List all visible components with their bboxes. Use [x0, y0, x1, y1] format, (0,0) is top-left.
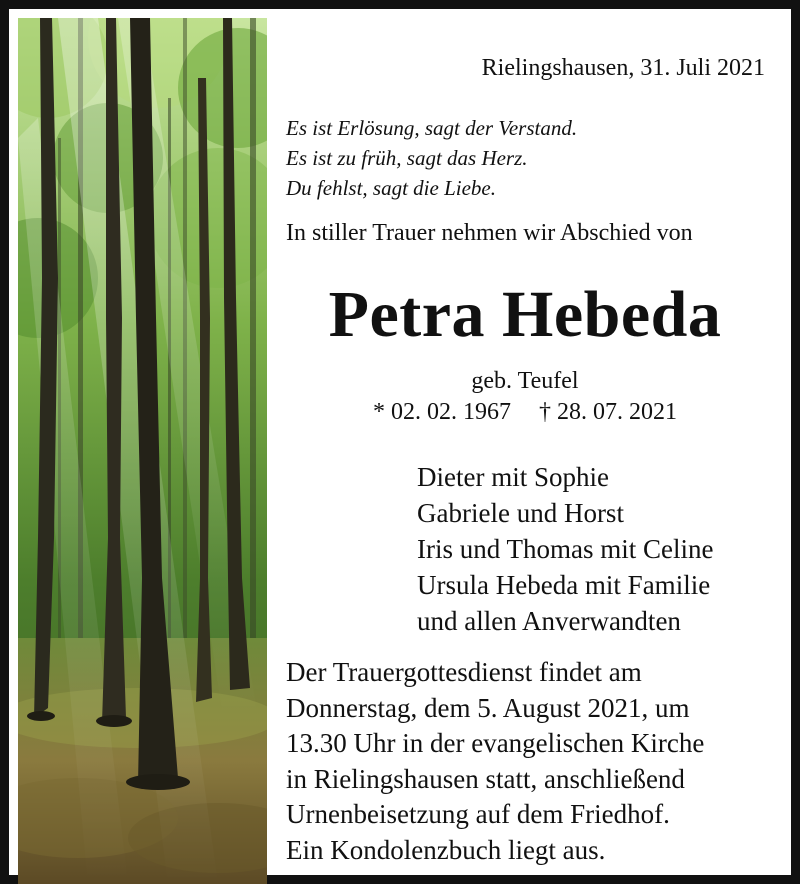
death-date: † 28. 07. 2021: [539, 399, 677, 425]
mourner-line: Iris und Thomas mit Celine: [417, 534, 714, 564]
life-dates: [285, 399, 765, 426]
mourner-line: und allen Anverwandten: [417, 606, 681, 636]
notice-text: [285, 9, 765, 893]
birth-date: * 02. 02. 1967: [373, 399, 511, 425]
service-line: in Rielingshausen statt, anschließend: [286, 763, 685, 794]
mourner-line: Ursula Hebeda mit Familie: [417, 570, 711, 600]
birth-name: geb. Teufel: [471, 368, 579, 394]
place-date: Rielingshausen, 31. Juli 2021: [481, 55, 765, 81]
service-line: 13.30 Uhr in der evangelischen Kirche: [286, 728, 705, 758]
service-line: Donnerstag, dem 5. August 2021, um: [286, 692, 690, 723]
mourner-line: Dieter mit Sophie: [417, 462, 609, 492]
intro-line: In stiller Trauer nehmen wir Abschied von: [286, 220, 693, 246]
quote-line: Es ist zu früh, sagt das Herz.: [286, 146, 528, 170]
mourner-line: Gabriele und Horst: [417, 498, 624, 528]
service-line: Der Trauergottesdienst findet am: [286, 657, 642, 687]
quote: [286, 113, 577, 203]
service-info: [286, 655, 704, 868]
mourners-list: [417, 459, 713, 639]
forest-image: [18, 18, 267, 884]
quote-line: Es ist Erlösung, sagt der Verstand.: [286, 116, 578, 140]
deceased-name: Petra Hebeda: [328, 278, 722, 351]
quote-line: Du fehlst, sagt die Liebe.: [286, 176, 496, 200]
service-line: Urnenbeisetzung auf dem Friedhof.: [286, 799, 670, 829]
service-line: Ein Kondolenzbuch liegt aus.: [286, 834, 606, 865]
